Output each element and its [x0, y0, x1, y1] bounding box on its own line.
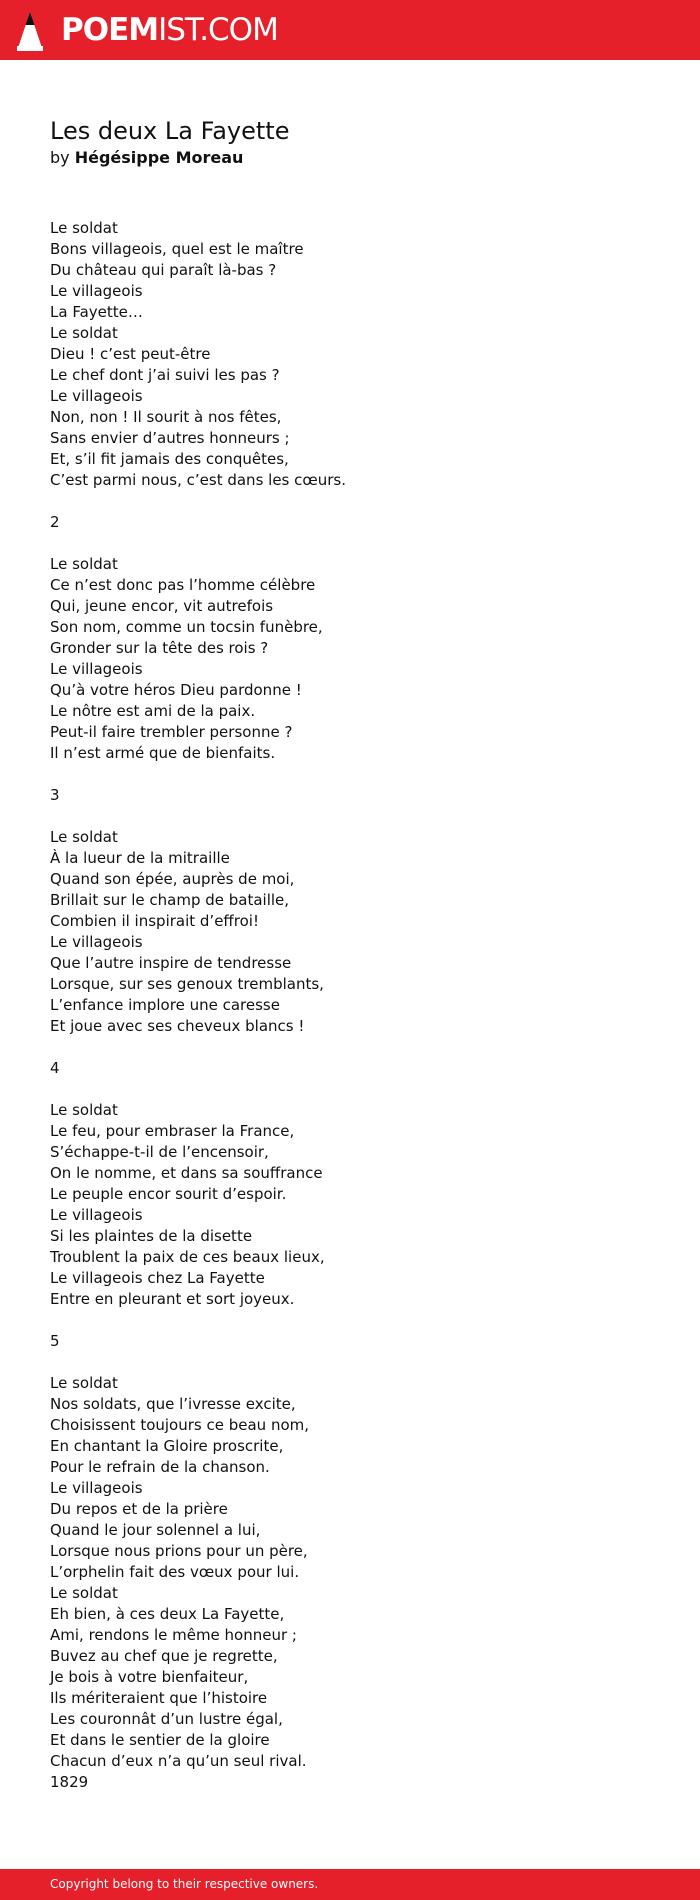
poem-line: Qu’à votre héros Dieu pardonne !: [50, 681, 302, 699]
poem-line: Le feu, pour embraser la France,: [50, 1122, 295, 1140]
site-logo[interactable]: [61, 10, 278, 50]
poem-line: Le soldat: [50, 324, 118, 342]
poem-line: Non, non ! Il sourit à nos fêtes,: [50, 408, 282, 426]
poem-line: Le soldat: [50, 828, 118, 846]
poem-line: Eh bien, à ces deux La Fayette,: [50, 1605, 285, 1623]
site-footer: [0, 1869, 700, 1900]
poem-line: Je bois à votre bienfaiteur,: [50, 1668, 249, 1686]
by-prefix: by: [50, 148, 70, 167]
poem-line: Le villageois: [50, 282, 143, 300]
stanza-gap: [50, 1310, 670, 1331]
poem-line: Son nom, comme un tocsin funèbre,: [50, 618, 323, 636]
poem-title: Les deux La Fayette: [50, 117, 290, 145]
stanza-number: 4: [50, 1059, 60, 1077]
poem-line: Le villageois: [50, 933, 143, 951]
poem-line: À la lueur de la mitraille: [50, 849, 230, 867]
poem-line: Du château qui paraît là-bas ?: [50, 261, 277, 279]
poem-line: 1829: [50, 1773, 89, 1791]
poem-line: Pour le refrain de la chanson.: [50, 1458, 270, 1476]
poem-line: Chacun d’eux n’a qu’un seul rival.: [50, 1752, 307, 1770]
poem-line: Le villageois chez La Fayette: [50, 1269, 265, 1287]
poem-byline: [50, 146, 243, 170]
stanza-gap: [50, 1079, 670, 1100]
poem-line: Du repos et de la prière: [50, 1500, 228, 1518]
poem-line: On le nomme, et dans sa souffrance: [50, 1164, 323, 1182]
poem-line: Nos soldats, que l’ivresse excite,: [50, 1395, 296, 1413]
poem-line: Peut-il faire trembler personne ?: [50, 723, 293, 741]
poem-line: Et joue avec ses cheveux blancs !: [50, 1017, 305, 1035]
stanza-gap: [50, 491, 670, 512]
poem-line: Bons villageois, quel est le maître: [50, 240, 304, 258]
site-header: [0, 0, 700, 60]
stanza-number: 5: [50, 1332, 60, 1350]
poem-line: Le soldat: [50, 555, 118, 573]
poem-line: Et, s’il fit jamais des conquêtes,: [50, 450, 289, 468]
poem-line: Le villageois: [50, 1206, 143, 1224]
poem-body: [50, 218, 670, 1793]
poem-line: Si les plaintes de la disette: [50, 1227, 253, 1245]
poem-line: Dieu ! c’est peut-être: [50, 345, 211, 363]
poem-line: Buvez au chef que je regrette,: [50, 1647, 278, 1665]
poem-line: En chantant la Gloire proscrite,: [50, 1437, 284, 1455]
poem-line: Le soldat: [50, 1101, 118, 1119]
poem-line: Lorsque, sur ses genoux tremblants,: [50, 975, 324, 993]
poem-line: Quand le jour solennel a lui,: [50, 1521, 261, 1539]
stanza-gap: [50, 1037, 670, 1058]
poem-line: Que l’autre inspire de tendresse: [50, 954, 292, 972]
poem-line: Et dans le sentier de la gloire: [50, 1731, 270, 1749]
poem-line: Il n’est armé que de bienfaits.: [50, 744, 276, 762]
poem-line: Le soldat: [50, 1584, 118, 1602]
logo-light-text: IST.COM: [158, 12, 278, 48]
poem-line: Ils mériteraient que l’histoire: [50, 1689, 268, 1707]
poem-line: Le villageois: [50, 387, 143, 405]
copyright-notice: Copyright belong to their respective owners.: [50, 1877, 319, 1891]
poem-line: Sans envier d’autres honneurs ;: [50, 429, 290, 447]
stanza-gap: [50, 533, 670, 554]
poem-line: S’échappe-t-il de l’encensoir,: [50, 1143, 269, 1161]
poem-line: Le villageois: [50, 1479, 143, 1497]
poem-line: C’est parmi nous, c’est dans les cœurs.: [50, 471, 346, 489]
poem-line: Combien il inspirait d’effroi!: [50, 912, 259, 930]
poem-line: Le peuple encor sourit d’espoir.: [50, 1185, 287, 1203]
poem-line: Le villageois: [50, 660, 143, 678]
poem-line: Gronder sur la tête des rois ?: [50, 639, 269, 657]
poem-line: Ami, rendons le même honneur ;: [50, 1626, 297, 1644]
stanza-number: 3: [50, 786, 60, 804]
poem-line: L’enfance implore une caresse: [50, 996, 280, 1014]
poem-line: Lorsque nous prions pour un père,: [50, 1542, 308, 1560]
poem-line: Brillait sur le champ de bataille,: [50, 891, 290, 909]
poem-line: Le nôtre est ami de la paix.: [50, 702, 256, 720]
stanza-number: 2: [50, 513, 60, 531]
poem-line: Le chef dont j’ai suivi les pas ?: [50, 366, 280, 384]
pencil-tip-icon[interactable]: [17, 10, 43, 52]
poem-line: Choisissent toujours ce beau nom,: [50, 1416, 310, 1434]
poem-line: Le soldat: [50, 1374, 118, 1392]
stanza-gap: [50, 764, 670, 785]
stanza-gap: [50, 1352, 670, 1373]
poem-line: Qui, jeune encor, vit autrefois: [50, 597, 274, 615]
poem-line: Les couronnât d’un lustre égal,: [50, 1710, 283, 1728]
poem-line: La Fayette…: [50, 303, 143, 321]
poem-author[interactable]: Hégésippe Moreau: [74, 148, 244, 167]
poem-line: L’orphelin fait des vœux pour lui.: [50, 1563, 300, 1581]
logo-bold-text: POEM: [61, 12, 159, 48]
poem-line: Troublent la paix de ces beaux lieux,: [50, 1248, 325, 1266]
poem-line: Quand son épée, auprès de moi,: [50, 870, 295, 888]
stanza-gap: [50, 806, 670, 827]
poem-line: Le soldat: [50, 219, 118, 237]
poem-line: Ce n’est donc pas l’homme célèbre: [50, 576, 316, 594]
poem-line: Entre en pleurant et sort joyeux.: [50, 1290, 295, 1308]
